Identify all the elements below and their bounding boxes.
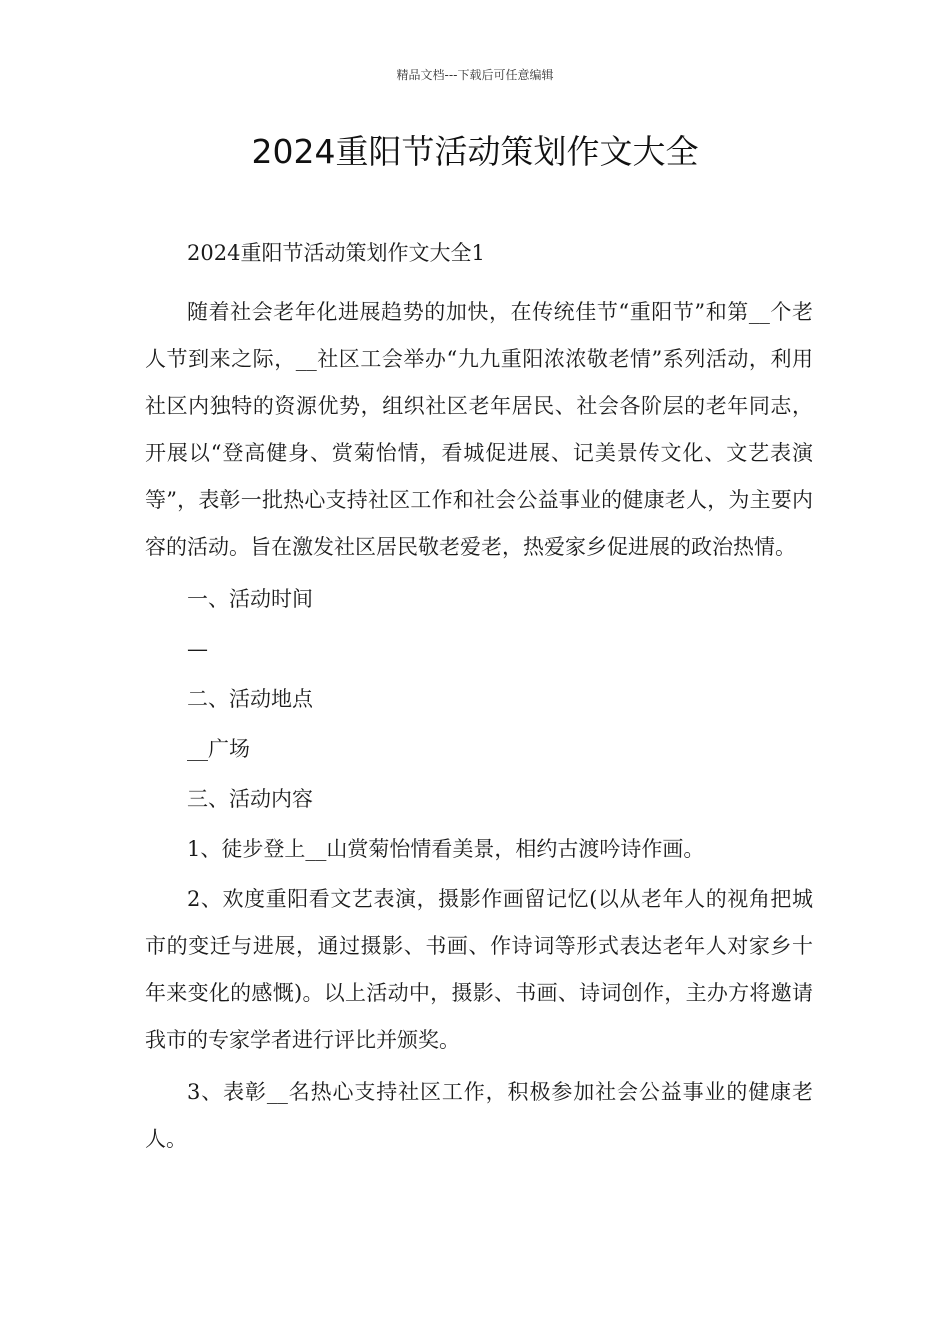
heading-activity-location: 二、活动地点 <box>187 687 313 711</box>
section-heading: 2024重阳节活动策划作文大全1 <box>187 241 485 265</box>
header-note: 精品文档---下载后可任意编辑 <box>396 68 554 82</box>
intro-paragraph: 随着社会老年化进展趋势的加快，在传统佳节“重阳节”和第__个老人节到来之际，__社区工会举办“九九重阳浓浓敬老情”系列活动，利用社区内独特的资源优势，组织社区老年居民、社会各阶层的老年同志，开展以“登高健身、赏菊怡情，看城促进展、记美景传文化、文艺表演等”，表彰一批热心支持社区工作和社会公益事业的健康老人，为主要内容的活动。旨在激发社区居民敬老爱老，热爱家乡促进展的政治热情。 <box>145 300 813 559</box>
heading-activity-content: 三、活动内容 <box>187 787 313 811</box>
activity-time-value: — <box>187 637 208 661</box>
activity-item-2: 2、欢度重阳看文艺表演，摄影作画留记忆(以从老年人的视角把城市的变迁与进展，通过摄影、书画、作诗词等形式表达老年人对家乡十年来变化的感慨)。以上活动中，摄影、书画、诗词创作，主办方将邀请我市的专家学者进行评比并颁奖。 <box>145 887 813 1052</box>
heading-activity-time: 一、活动时间 <box>187 587 313 611</box>
activity-location-value: __广场 <box>187 737 250 761</box>
document-title: 2024重阳节活动策划作文大全 <box>251 132 699 171</box>
document-body <box>145 230 813 1163</box>
activity-item-3: 3、表彰__名热心支持社区工作，积极参加社会公益事业的健康老人。 <box>145 1080 813 1151</box>
activity-item-1: 1、徒步登上__山赏菊怡情看美景，相约古渡吟诗作画。 <box>187 837 705 861</box>
